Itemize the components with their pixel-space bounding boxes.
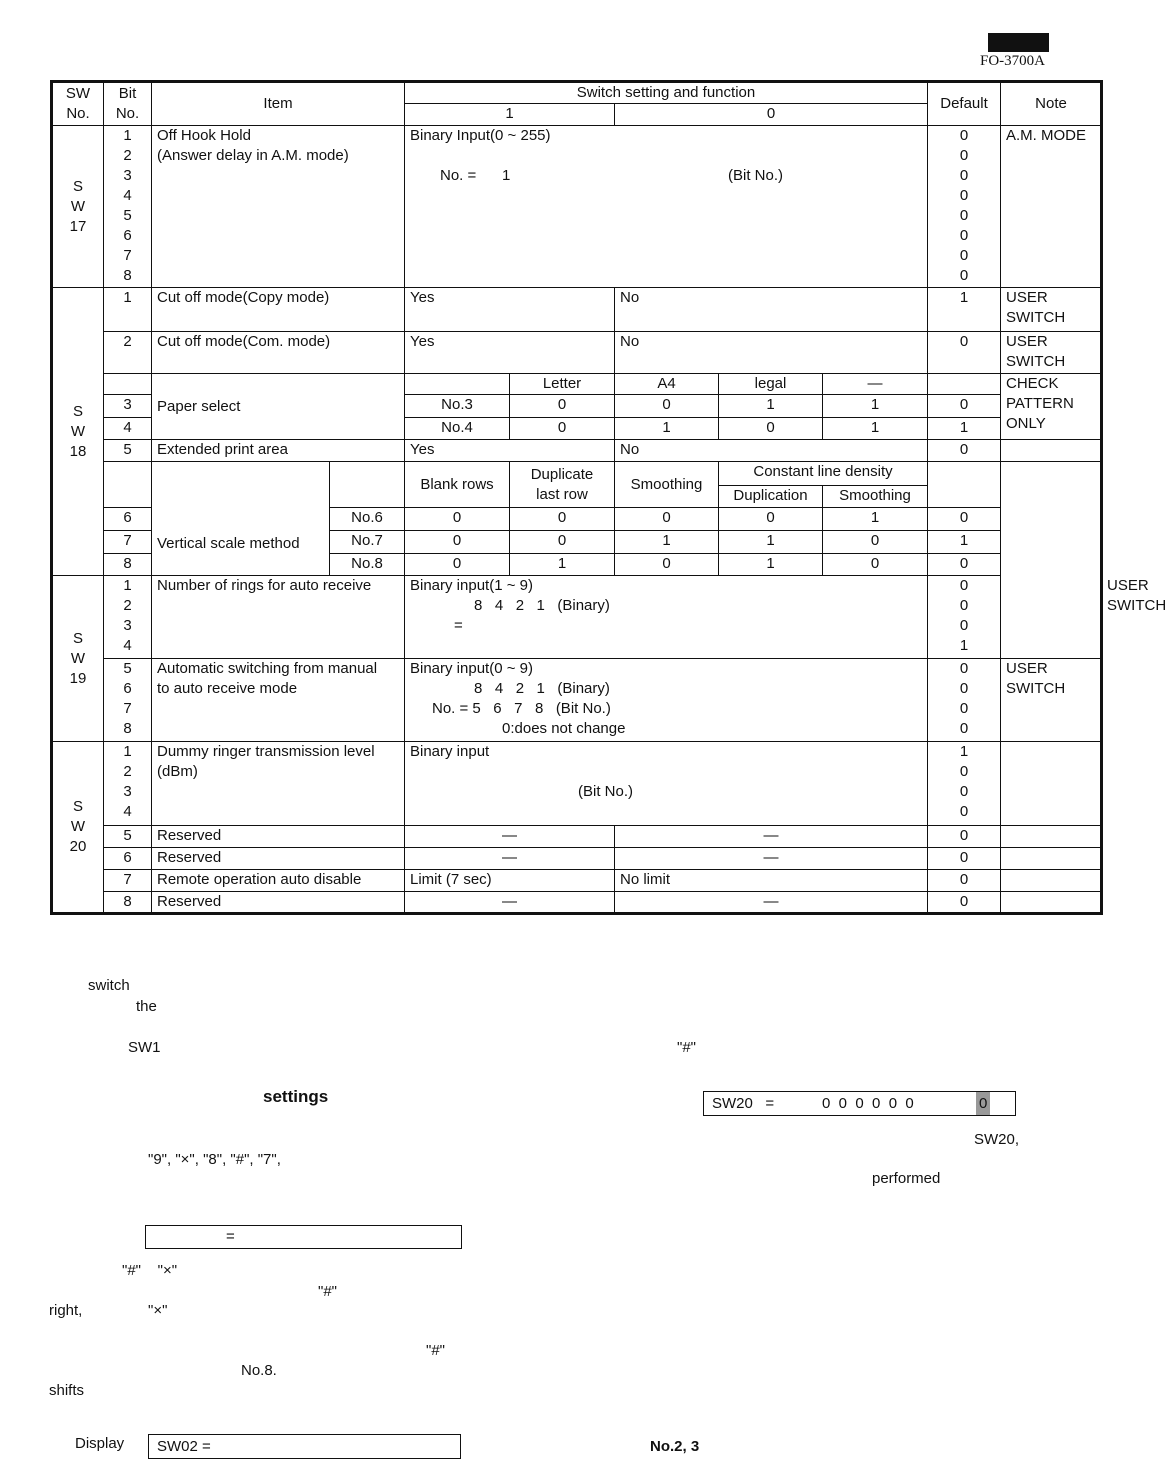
sw20-row6-default: 0 bbox=[928, 848, 1001, 870]
paper-row4-dash: 1 bbox=[823, 418, 928, 440]
vscale-head-blank-rows: Blank rows bbox=[405, 462, 510, 508]
sw17-bits: 1 2 3 4 5 6 7 8 bbox=[104, 126, 152, 288]
paper-row3-a4: 0 bbox=[615, 395, 719, 418]
vscale-row7-v2: 0 bbox=[510, 531, 615, 554]
frag-right: right, bbox=[49, 1302, 83, 1319]
header-note: Note bbox=[1001, 82, 1102, 126]
sw18-paper-bit-blank bbox=[104, 374, 152, 395]
paper-row3-default: 0 bbox=[928, 395, 1001, 418]
vscale-row8-v5: 0 bbox=[823, 554, 928, 576]
vscale-row6-v3: 0 bbox=[615, 508, 719, 531]
sw17-label: S W 17 bbox=[52, 126, 104, 288]
paper-row3-legal: 1 bbox=[719, 395, 823, 418]
sw18-bit-1: 1 bbox=[104, 288, 152, 332]
sw19-a-item: Number of rings for auto receive bbox=[152, 576, 405, 659]
sw20-a-defaults: 1 0 0 0 bbox=[928, 742, 1001, 826]
vscale-row6-default: 0 bbox=[928, 508, 1001, 531]
frag-hash2: "#" bbox=[318, 1283, 337, 1300]
sw18-bit-8: 8 bbox=[104, 554, 152, 576]
sw18-paper-default-blank bbox=[928, 374, 1001, 395]
vscale-item: Vertical scale method bbox=[152, 462, 330, 576]
vscale-row6-v5: 1 bbox=[823, 508, 928, 531]
frag-sw1: SW1 bbox=[128, 1039, 161, 1056]
sw18-b2-no: No bbox=[615, 332, 928, 374]
paper-row4-letter: 0 bbox=[510, 418, 615, 440]
vscale-row6-v2: 0 bbox=[510, 508, 615, 531]
display-sw02-text: SW02 = bbox=[157, 1438, 211, 1455]
sw18-b1-no: No bbox=[615, 288, 928, 332]
sw17-setting bbox=[405, 126, 928, 288]
paper-row3-letter: 0 bbox=[510, 395, 615, 418]
paper-head-a4: A4 bbox=[615, 374, 719, 395]
sw20-a-item: Dummy ringer transmission level (dBm) bbox=[152, 742, 405, 826]
sw19-b-defaults: 0 0 0 0 bbox=[928, 659, 1001, 742]
sw20-label: S W 20 bbox=[52, 742, 104, 914]
header-sw-no: SW No. bbox=[52, 82, 104, 126]
sw20-row6-bit: 6 bbox=[104, 848, 152, 870]
sw19-a-defaults: 0 0 0 1 bbox=[928, 576, 1001, 659]
sw20-a-setting: Binary input (Bit No.) bbox=[405, 742, 928, 826]
vscale-row7-default: 1 bbox=[928, 531, 1001, 554]
vscale-head-duplication: Duplication bbox=[719, 486, 823, 508]
vscale-row6-label: No.6 bbox=[330, 508, 405, 531]
header-col-0: 0 bbox=[615, 104, 928, 126]
vscale-row8-default: 0 bbox=[928, 554, 1001, 576]
sw20-row7-v0: No limit bbox=[615, 870, 928, 892]
vscale-row8-v3: 0 bbox=[615, 554, 719, 576]
model-number: FO-3700A bbox=[980, 53, 1046, 69]
sw20-row6-note bbox=[1001, 848, 1102, 870]
sw18-bit-5: 5 bbox=[104, 440, 152, 462]
sw18-paper-note: CHECK PATTERN ONLY bbox=[1001, 374, 1102, 440]
vscale-row7-label: No.7 bbox=[330, 531, 405, 554]
sw20-row8-note bbox=[1001, 892, 1102, 914]
sw19-a-setting: Binary input(1 ~ 9) 8 4 2 1 (Binary) = bbox=[405, 576, 928, 659]
sw17-note: A.M. MODE bbox=[1001, 126, 1102, 288]
display-sw20-box bbox=[703, 1091, 1016, 1116]
input-box-equal bbox=[145, 1225, 462, 1249]
frag-hash3: "#" bbox=[426, 1342, 445, 1359]
vscale-bit-blank bbox=[104, 462, 152, 508]
header-black-bar bbox=[988, 33, 1049, 52]
sw20-row7-bit: 7 bbox=[104, 870, 152, 892]
sw20-row5-bit: 5 bbox=[104, 826, 152, 848]
vscale-default-blank bbox=[928, 462, 1001, 508]
paper-row3-dash: 1 bbox=[823, 395, 928, 418]
vscale-label-blank bbox=[330, 462, 405, 508]
vscale-row8-v1: 0 bbox=[405, 554, 510, 576]
frag-star: "×" bbox=[148, 1302, 168, 1319]
sw18-b5-no: No bbox=[615, 440, 928, 462]
sw18-bit-3: 3 bbox=[104, 395, 152, 418]
header-item: Item bbox=[152, 82, 405, 126]
frag-settings: settings bbox=[263, 1087, 329, 1106]
vscale-row8-label: No.8 bbox=[330, 554, 405, 576]
vscale-note-blank bbox=[1001, 462, 1102, 659]
sw18-bit-4: 4 bbox=[104, 418, 152, 440]
sw19-b-note: USER SWITCH bbox=[1001, 659, 1102, 742]
sw18-paper-head-blank bbox=[405, 374, 510, 395]
display-sw20-digits: 0 0 0 0 0 0 bbox=[822, 1095, 914, 1112]
paper-head-legal: legal bbox=[719, 374, 823, 395]
vscale-head-duplicate: Duplicate last row bbox=[510, 462, 615, 508]
header-bit-no: Bit No. bbox=[104, 82, 152, 126]
sw20-row8-v0: — bbox=[615, 892, 928, 914]
vscale-row7-v1: 0 bbox=[405, 531, 510, 554]
sw20-row5-note bbox=[1001, 826, 1102, 848]
vscale-row7-v3: 1 bbox=[615, 531, 719, 554]
sw20-row7-item: Remote operation auto disable bbox=[152, 870, 405, 892]
sw18-b1-item: Cut off mode(Copy mode) bbox=[152, 288, 405, 332]
paper-row4-a4: 1 bbox=[615, 418, 719, 440]
sw18-b5-default: 0 bbox=[928, 440, 1001, 462]
sw20-bits-a: 1 2 3 4 bbox=[104, 742, 152, 826]
sw20-row7-default: 0 bbox=[928, 870, 1001, 892]
sw18-b5-item: Extended print area bbox=[152, 440, 405, 462]
sw20-row6-v0: — bbox=[615, 848, 928, 870]
display-sw20-prefix: SW20 = bbox=[712, 1095, 775, 1112]
paper-head-letter: Letter bbox=[510, 374, 615, 395]
paper-head-dash: — bbox=[823, 374, 928, 395]
frag-shifts: shifts bbox=[49, 1382, 85, 1399]
sw20-row6-v1: — bbox=[405, 848, 615, 870]
paper-row3-label: No.3 bbox=[405, 395, 510, 418]
frag-hash1: "#" bbox=[677, 1039, 696, 1056]
sw18-bit-2: 2 bbox=[104, 332, 152, 374]
sw18-b1-default: 1 bbox=[928, 288, 1001, 332]
sw20-row5-v0: — bbox=[615, 826, 928, 848]
frag-switch: switch bbox=[88, 977, 130, 994]
sw17-no-value: 1 bbox=[502, 167, 511, 184]
sw17-bit-note: (Bit No.) bbox=[728, 167, 784, 184]
sw18-paper-item: Paper select bbox=[152, 374, 405, 440]
frag-performed: performed bbox=[872, 1170, 941, 1187]
vscale-row6-v4: 0 bbox=[719, 508, 823, 531]
vscale-head-smoothing: Smoothing bbox=[615, 462, 719, 508]
header-col-1: 1 bbox=[405, 104, 615, 126]
sw18-bit-7: 7 bbox=[104, 531, 152, 554]
sw20-row8-bit: 8 bbox=[104, 892, 152, 914]
sw19-bits-a: 1 2 3 4 bbox=[104, 576, 152, 659]
vscale-row7-v4: 1 bbox=[719, 531, 823, 554]
paper-row4-legal: 0 bbox=[719, 418, 823, 440]
sw19-label: S W 19 bbox=[52, 576, 104, 742]
input-box-equal-sign: = bbox=[226, 1228, 235, 1245]
sw17-item: Off Hook Hold (Answer delay in A.M. mode) bbox=[152, 126, 405, 288]
display-sw02-box bbox=[148, 1434, 461, 1459]
sw18-b5-yes: Yes bbox=[405, 440, 615, 462]
switch-settings-table: SW No. Bit No. Item Switch setting and function Default Note 1 0 S W 17 1 2 3 4 5 6 7 8 Off Hook Hold (Answer delay in A.M. mode) Binary Input(0 ~ 255) No. = 1 (Bit No.) 0 0 0 0 0 0 0 0 A.M. MODE S W 18 1 Cut off mode(Copy mode) Yes No 1 USER SWITCH 2 Cut off mode(Com. mode) Yes No 0 USER SWITCH Paper select Letter A4 legal — CHECK PATTERN ONLY 3 No.3 0 0 1 1 0 4 No.4 0 1 0 1 1 5 Extended print area Yes No 0 Vertical scale method Blank rows Duplicate last row Smoothing Constant line density Duplication Smoothing 6 No.6 0 0 0 0 1 0 7 No.7 0 0 1 1 0 1 8 No.8 0 1 0 1 0 0 S W 19 1 2 3 4 Number of rings for auto receive Binary input(1 ~ 9) 8 4 2 1 (Binary) = 0 0 0 1 USER SWITCH 5 6 7 8 Automatic switching from manual to auto receive mode Binary input(0 ~ 9) 8 4 2 1 (Binary) No. = 5 6 7 8 (Bit No.) 0:does not change 0 0 0 0 USER SWITCH S W 20 1 2 3 4 Dummy ringer transmission level (dBm) Binary input (Bit No.) 1 0 0 0 5 Reserved — — 0 6 Reserved — — 0 7 Remote operation auto disable Limit (7 sec) No limit 0 8 Reserved — — 0 bbox=[50, 80, 1103, 915]
vscale-row7-v5: 0 bbox=[823, 531, 928, 554]
sw18-label: S W 18 bbox=[52, 288, 104, 576]
sw18-bit-6: 6 bbox=[104, 508, 152, 531]
sw20-row5-item: Reserved bbox=[152, 826, 405, 848]
sw19-bits-b: 5 6 7 8 bbox=[104, 659, 152, 742]
sw20-row8-v1: — bbox=[405, 892, 615, 914]
frag-no8: No.8. bbox=[241, 1362, 277, 1379]
vscale-row8-v4: 1 bbox=[719, 554, 823, 576]
sw17-binary: Binary Input(0 ~ 255) bbox=[410, 127, 551, 144]
frag-keys: "9", "×", "8", "#", "7", bbox=[148, 1151, 281, 1168]
frag-no23: No.2, 3 bbox=[650, 1438, 700, 1455]
sw20-row8-default: 0 bbox=[928, 892, 1001, 914]
sw18-b2-note: USER SWITCH bbox=[1001, 332, 1102, 374]
sw20-row7-note bbox=[1001, 870, 1102, 892]
sw19-b-item: Automatic switching from manual to auto receive mode bbox=[152, 659, 405, 742]
sw18-b2-default: 0 bbox=[928, 332, 1001, 374]
header-default: Default bbox=[928, 82, 1001, 126]
frag-hash-star: "#" "×" bbox=[122, 1262, 178, 1279]
frag-sw20-comma: SW20, bbox=[974, 1131, 1020, 1148]
sw20-a-note bbox=[1001, 742, 1102, 826]
vscale-head-csmoothing: Smoothing bbox=[823, 486, 928, 508]
sw20-row7-v1: Limit (7 sec) bbox=[405, 870, 615, 892]
header-switch-setting: Switch setting and function bbox=[405, 82, 928, 104]
sw18-b1-yes: Yes bbox=[405, 288, 615, 332]
vscale-head-constant: Constant line density bbox=[719, 462, 928, 486]
sw19-b-setting: Binary input(0 ~ 9) 8 4 2 1 (Binary) No. = 5 6 7 8 (Bit No.) 0:does not change bbox=[405, 659, 928, 742]
sw20-row5-default: 0 bbox=[928, 826, 1001, 848]
sw18-b2-yes: Yes bbox=[405, 332, 615, 374]
sw18-b1-note: USER SWITCH bbox=[1001, 288, 1102, 332]
vscale-row8-v2: 1 bbox=[510, 554, 615, 576]
display-sw20-cursor: 0 bbox=[976, 1092, 990, 1115]
sw20-row8-item: Reserved bbox=[152, 892, 405, 914]
frag-the: the bbox=[136, 998, 157, 1015]
sw20-row5-v1: — bbox=[405, 826, 615, 848]
paper-row4-label: No.4 bbox=[405, 418, 510, 440]
frag-display: Display bbox=[75, 1435, 125, 1452]
sw17-no-label: No. = bbox=[440, 167, 477, 184]
sw17-defaults: 0 0 0 0 0 0 0 0 bbox=[928, 126, 1001, 288]
vscale-row6-v1: 0 bbox=[405, 508, 510, 531]
paper-row4-default: 1 bbox=[928, 418, 1001, 440]
sw20-row6-item: Reserved bbox=[152, 848, 405, 870]
sw18-b2-item: Cut off mode(Com. mode) bbox=[152, 332, 405, 374]
